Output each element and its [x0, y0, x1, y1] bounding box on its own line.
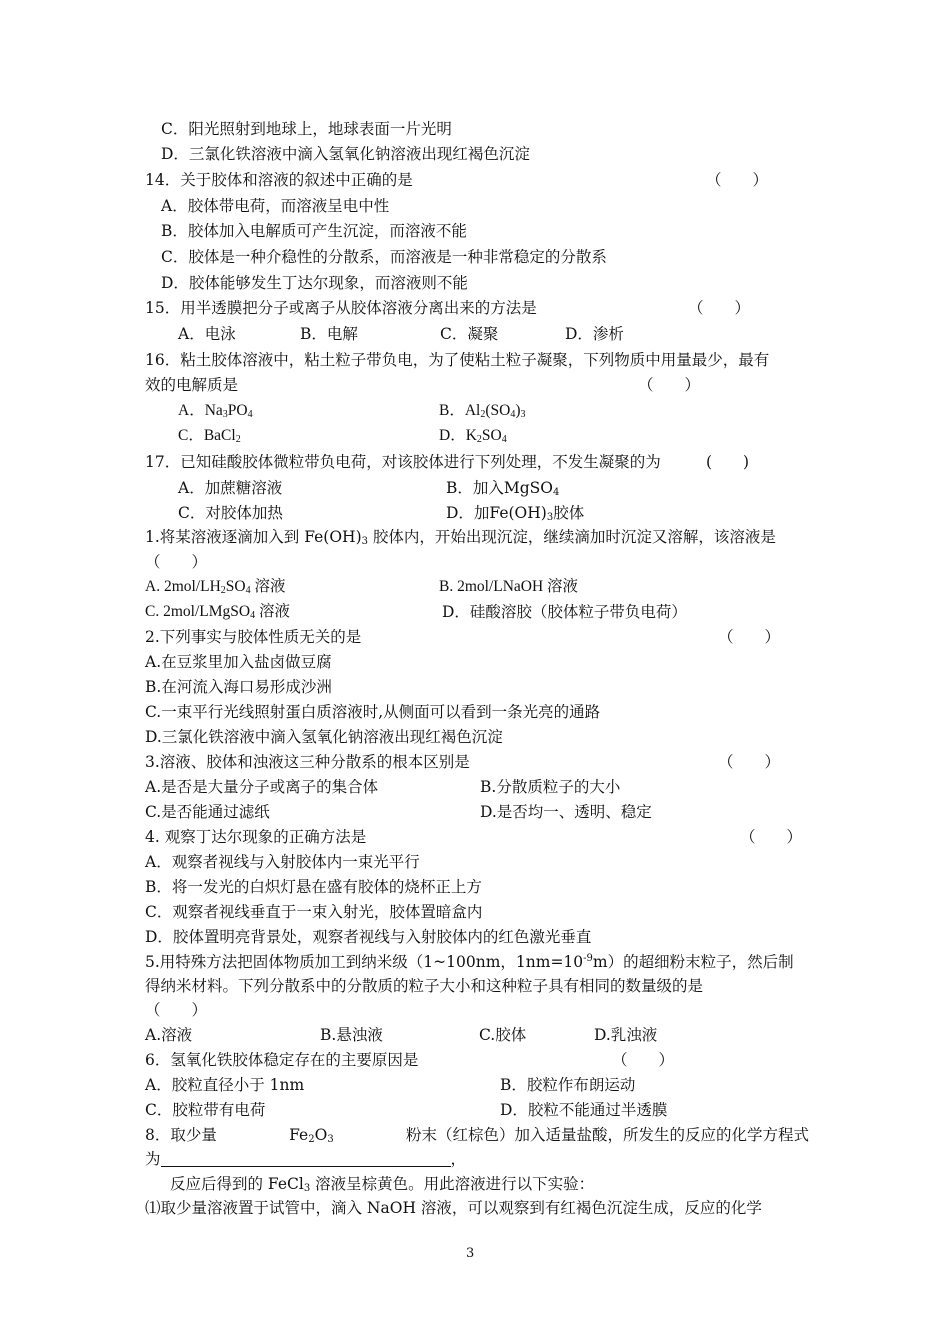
question-17-stem: 17．已知硅酸胶体微粒带负电荷，对该胶体进行下列处理，不发生凝聚的为	[145, 453, 661, 471]
question-15-option-c: C．凝聚	[440, 325, 499, 343]
problem-3-option-b: B.分散质粒子的大小	[480, 778, 621, 796]
problem-8-answer-line: 为 ，	[145, 1150, 467, 1168]
answer-parenthesis: （ ）	[718, 628, 781, 646]
answer-parenthesis: （ ）	[688, 299, 751, 317]
problem-8-formula: $Fe_2O_3$	[289, 1126, 334, 1145]
question-14-stem: 14．关于胶体和溶液的叙述中正确的是	[145, 171, 413, 189]
question-17-option-c: C．对胶体加热	[178, 504, 283, 522]
question-16-stem: 16．粘土胶体溶液中，粘土粒子带负电，为了使粘土粒子凝聚，下列物质中用量最少，最有	[145, 351, 770, 369]
answer-parenthesis: （ ）	[638, 376, 701, 394]
problem-6-option-a: A．胶粒直径小于 1nm	[145, 1076, 305, 1094]
problem-2-option-b: B.在河流入海口易形成沙洲	[145, 678, 332, 696]
problem-2-option-c: C.一束平行光线照射蛋白质溶液时,从侧面可以看到一条光亮的通路	[145, 703, 601, 721]
question-17-option-a: A．加蔗糖溶液	[178, 479, 283, 497]
problem-3-option-a: A.是否是大量分子或离子的集合体	[145, 778, 379, 796]
answer-parenthesis: （ ）	[718, 753, 781, 771]
problem-3-stem: 3.溶液、胶体和浊液这三种分散系的根本区别是	[145, 753, 470, 771]
answer-parenthesis: （ ）	[612, 1051, 675, 1069]
option-line: C．阳光照射到地球上，地球表面一片光明	[161, 120, 452, 138]
question-16-stem-cont: 效的电解质是	[145, 376, 239, 394]
problem-4-stem: 4. 观察丁达尔现象的正确方法是	[145, 828, 367, 846]
question-14-option-b: B．胶体加入电解质可产生沉淀，而溶液不能	[161, 222, 467, 240]
problem-1-stem: 1.将某溶液逐滴加入到 $Fe(OH)_3$ 胶体内，开始出现沉淀，继续滴加时沉淀又溶解，该溶液是	[145, 528, 776, 547]
problem-2-stem: 2.下列事实与胶体性质无关的是	[145, 628, 362, 646]
question-14-option-a: A．胶体带电荷，而溶液呈电中性	[161, 197, 390, 215]
problem-6-stem: 6．氢氧化铁胶体稳定存在的主要原因是	[145, 1051, 419, 1069]
problem-4-option-c: C．观察者视线垂直于一束入射光，胶体置暗盒内	[145, 903, 483, 921]
answer-parenthesis: （ ）	[145, 553, 208, 571]
question-15-stem: 15．用半透膜把分子或离子从胶体溶液分离出来的方法是	[145, 299, 537, 317]
answer-parenthesis: ( )	[706, 453, 750, 471]
problem-4-option-b: B．将一发光的白炽灯悬在盛有胶体的烧杯正上方	[145, 878, 482, 896]
problem-3-option-c: C.是否能通过滤纸	[145, 803, 270, 821]
question-15-option-a: A．电泳	[178, 325, 236, 343]
question-16-option-b: B．$Al_2(SO_4)_3$	[439, 402, 526, 420]
question-16-option-c: C．BaCl$_2$	[178, 427, 241, 445]
problem-2-option-a: A.在豆浆里加入盐卤做豆腐	[145, 653, 332, 671]
problem-1-option-b: B. 2mol/LNaOH 溶液	[439, 578, 579, 595]
answer-parenthesis: （ ）	[145, 1001, 208, 1019]
question-17-option-d: D．加$Fe(OH)_3$胶体	[446, 504, 585, 523]
problem-5-option-c: C.胶体	[479, 1026, 527, 1044]
question-16-option-d: D．$K_2SO_4$	[439, 427, 507, 445]
problem-1-option-d: D．硅酸溶胶（胶体粒子带负电荷）	[442, 603, 687, 621]
answer-parenthesis: （ ）	[706, 171, 769, 189]
question-15-option-b: B．电解	[300, 325, 358, 343]
question-14-option-c: C．胶体是一种介稳性的分散系，而溶液是一种非常稳定的分散系	[161, 248, 607, 266]
problem-4-option-d: D．胶体置明亮背景处，观察者视线与入射胶体内的红色激光垂直	[145, 928, 592, 946]
problem-2-option-d: D.三氯化铁溶液中滴入氢氧化钠溶液出现红褐色沉淀	[145, 728, 503, 746]
problem-8-stem	[145, 1124, 809, 1146]
problem-5-option-a: A.溶液	[145, 1026, 193, 1044]
fill-in-blank[interactable]	[161, 1150, 451, 1167]
problem-5-option-b: B.悬浊液	[320, 1026, 383, 1044]
problem-5-stem-cont: 得纳米材料。下列分散系中的分散质的粒子大小和这种粒子具有相同的数量级的是	[145, 977, 704, 995]
problem-8-stem-part: 8．取少量	[145, 1126, 217, 1144]
question-15-option-d: D．渗析	[565, 325, 624, 343]
problem-8-step-1: ⑴取少量溶液置于试管中，滴入 NaOH 溶液，可以观察到有红褐色沉淀生成，反应的化学	[145, 1199, 762, 1217]
problem-3-option-d: D.是否均一、透明、稳定	[480, 803, 652, 821]
answer-parenthesis: （ ）	[740, 828, 803, 846]
problem-1-option-a: A. $2mol/LH_2SO_4$ 溶液	[145, 578, 286, 596]
option-line: D．三氯化铁溶液中滴入氢氧化钠溶液出现红褐色沉淀	[161, 145, 530, 163]
problem-1-option-c: C. 2mol/LMgSO$_4$ 溶液	[145, 603, 290, 621]
problem-4-option-a: A．观察者视线与入射胶体内一束光平行	[145, 853, 420, 871]
problem-6-option-c: C．胶粒带有电荷	[145, 1101, 266, 1119]
problem-8-stem-part: 粉末（红棕色）加入适量盐酸，所发生的反应的化学方程式	[405, 1126, 809, 1144]
question-17-option-b: B．加入MgSO$_4$	[446, 479, 560, 498]
problem-6-option-b: B．胶粒作布朗运动	[500, 1076, 636, 1094]
problem-8-paragraph: 反应后得到的 FeCl$_3$ 溶液呈棕黄色。用此溶液进行以下实验：	[170, 1175, 595, 1194]
question-16-option-a: A．$Na_3PO_4$	[178, 402, 253, 420]
problem-6-option-d: D．胶粒不能通过半透膜	[500, 1101, 668, 1119]
problem-5-stem: 5.用特殊方法把固体物质加工到纳米级（1~100nm，$1nm=10^{-9}m$）的超细粉末粒子，然后制	[145, 952, 794, 971]
question-14-option-d: D．胶体能够发生丁达尔现象，而溶液则不能	[161, 274, 468, 292]
problem-5-option-d: D.乳浊液	[594, 1026, 658, 1044]
page-number: 3	[466, 1246, 475, 1261]
